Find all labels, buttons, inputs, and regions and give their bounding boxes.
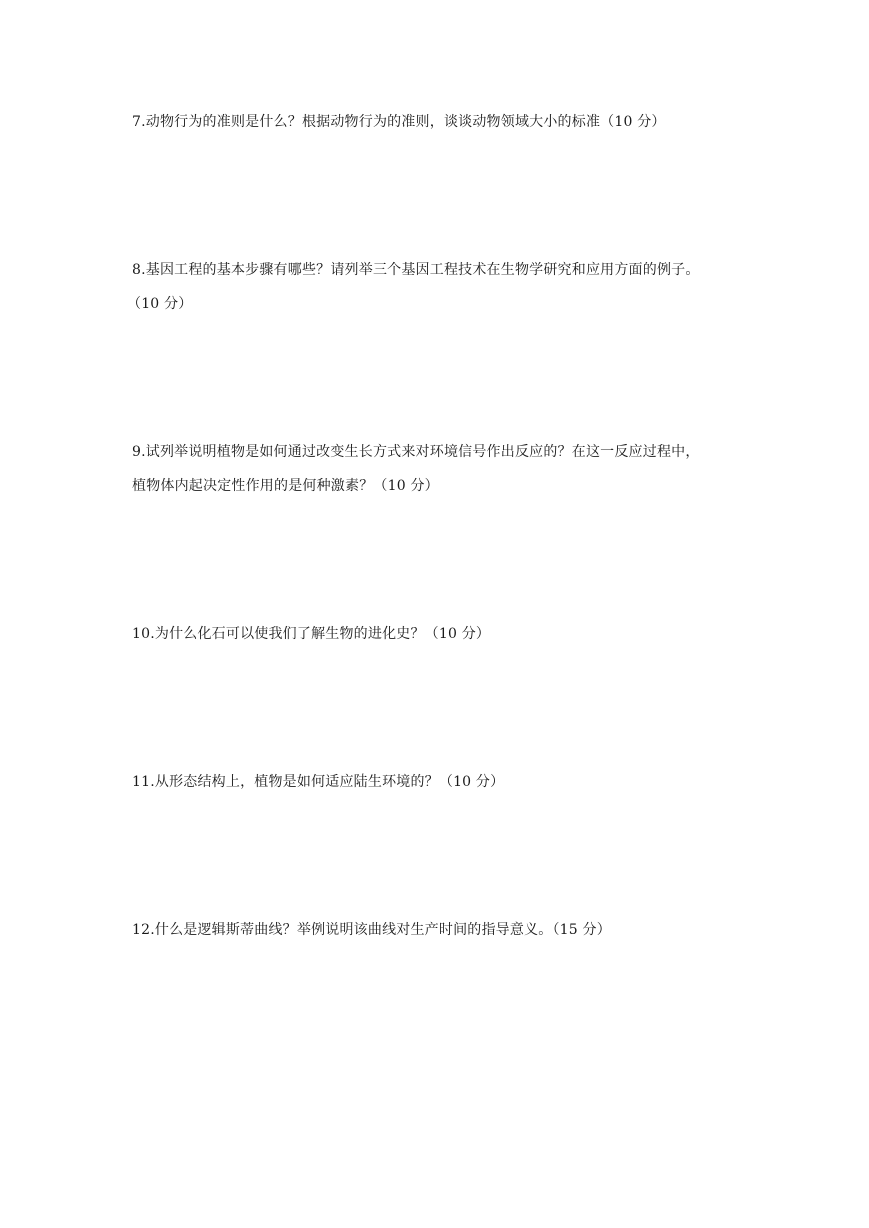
question-9-line-1: 9.试列举说明植物是如何通过改变生长方式来对环境信号作出反应的？在这一反应过程中， xyxy=(132,444,700,460)
question-9-line-2: 植物体内起决定性作用的是何种激素？（10 分） xyxy=(132,478,439,494)
question-8-line-1: 8.基因工程的基本步骤有哪些？请列举三个基因工程技术在生物学研究和应用方面的例子。 xyxy=(132,262,700,278)
question-8-line-2: （10 分） xyxy=(127,296,193,312)
question-7-line-1: 7.动物行为的准则是什么？根据动物行为的准则，谈谈动物领域大小的标准（10 分） xyxy=(132,114,666,130)
question-12-line-1: 12.什么是逻辑斯蒂曲线？举例说明该曲线对生产时间的指导意义。（15 分） xyxy=(132,922,611,938)
question-10-line-1: 10.为什么化石可以使我们了解生物的进化史？（10 分） xyxy=(132,626,491,642)
question-11-line-1: 11.从形态结构上，植物是如何适应陆生环境的？（10 分） xyxy=(132,774,505,790)
